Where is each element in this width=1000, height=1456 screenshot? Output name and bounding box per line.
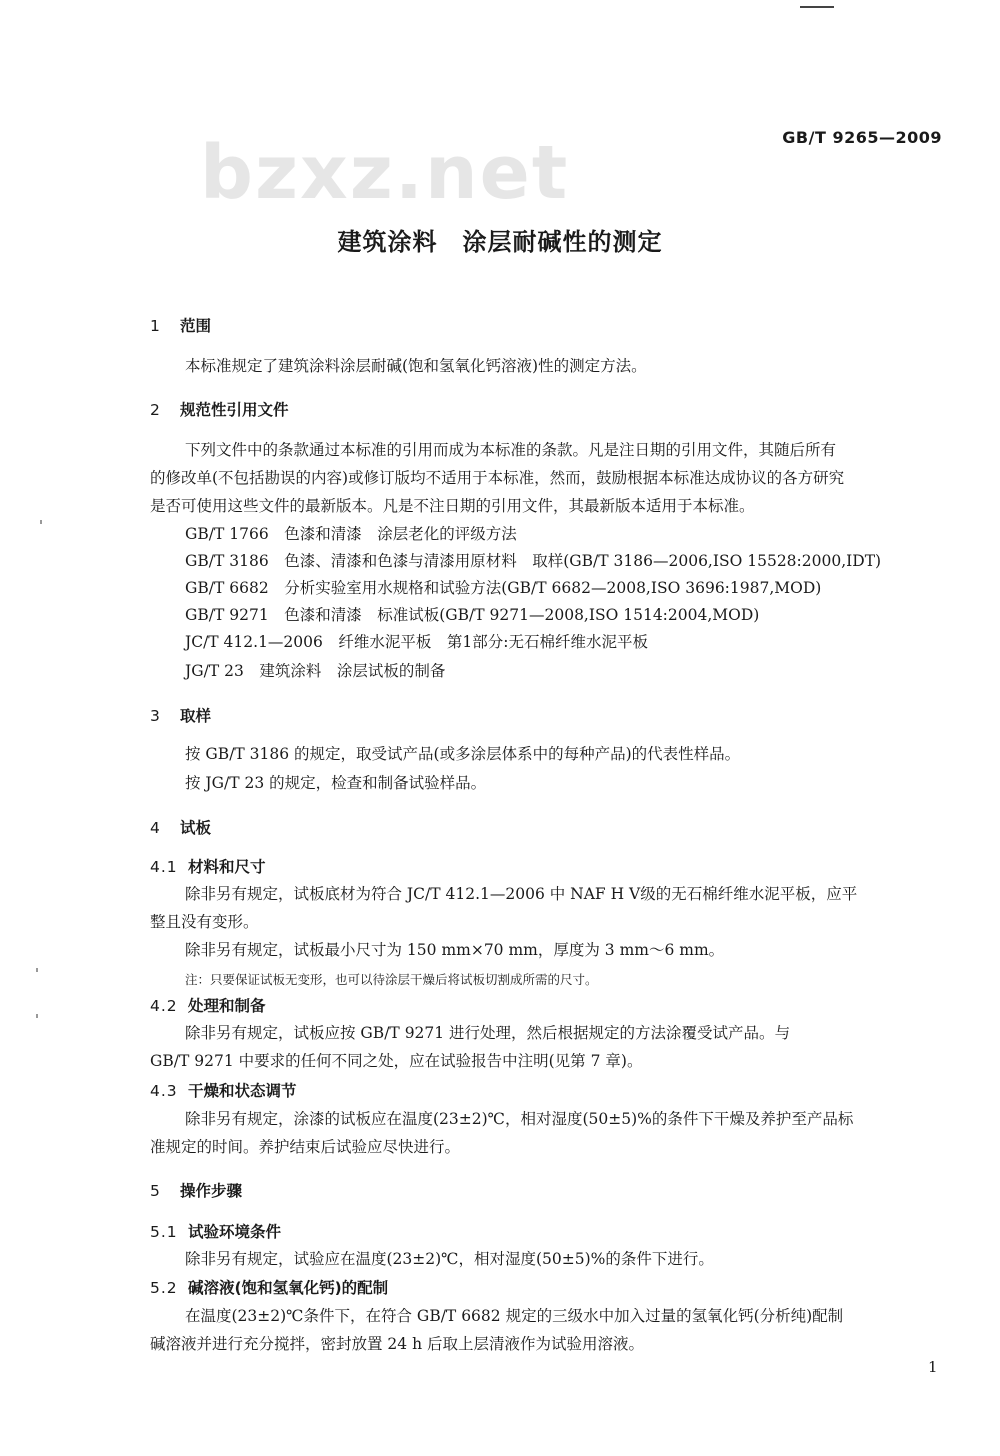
paragraph-line: 碱溶液并进行充分搅拌，密封放置 24 h 后取上层清液作为试验用溶液。: [150, 1335, 644, 1353]
subsection-title: 碱溶液(饱和氢氧化钙)的配制: [188, 1279, 389, 1297]
section-title: 操作步骤: [180, 1182, 243, 1200]
reference-title: 分析实验室用水规格和试验方法(GB/T 6682—2008,ISO 3696:1987,MOD): [284, 579, 822, 597]
paragraph-line: 在温度(23±2)℃条件下，在符合 GB/T 6682 规定的三级水中加入过量的氢氧化钙(分析纯)配制: [185, 1307, 844, 1325]
section-heading-1: [150, 316, 211, 336]
section-number: 2: [150, 401, 160, 419]
subsection-heading-5-2: [150, 1278, 388, 1298]
reference-code: GB/T 1766: [185, 525, 269, 543]
section-number: 5: [150, 1182, 160, 1200]
paragraph-line: 按 JG/T 23 的规定，检查和制备试验样品。: [185, 774, 487, 792]
paragraph-line: 除非另有规定，试板最小尺寸为 150 mm×70 mm，厚度为 3 mm～6 mm。: [185, 941, 725, 959]
reference-code: GB/T 6682: [185, 579, 269, 597]
paragraph-line: 除非另有规定，试验应在温度(23±2)℃，相对湿度(50±5)%的条件下进行。: [185, 1250, 714, 1268]
scan-speck: [36, 1014, 38, 1018]
section-heading-2: [150, 400, 289, 420]
reference-code: JG/T 23: [185, 662, 244, 680]
paragraph-line: 是否可使用这些文件的最新版本。凡是不注日期的引用文件，其最新版本适用于本标准。: [150, 497, 755, 515]
section-title: 规范性引用文件: [180, 401, 289, 419]
subsection-heading-4-1: [150, 857, 266, 877]
subsection-title: 试验环境条件: [188, 1223, 282, 1241]
section-number: 4: [150, 819, 160, 837]
standard-number: GB/T 9265—2009: [782, 128, 942, 147]
reference-title: 色漆和清漆 标准试板(GB/T 9271—2008,ISO 1514:2004,MOD): [284, 606, 760, 624]
subsection-number: 4.1: [150, 858, 178, 876]
subsection-heading-4-2: [150, 996, 266, 1016]
reference-title: 色漆和清漆 涂层老化的评级方法: [284, 525, 517, 543]
watermark: bzxz.net: [200, 130, 570, 216]
subsection-heading-4-3: [150, 1081, 297, 1101]
section-heading-4: [150, 818, 211, 838]
paragraph-line: 整且没有变形。: [150, 913, 259, 931]
paragraph-line: 下列文件中的条款通过本标准的引用而成为本标准的条款。凡是注日期的引用文件，其随后所有: [185, 441, 837, 459]
subsection-heading-5-1: [150, 1222, 281, 1242]
reference-item: [185, 551, 881, 571]
subsection-number: 4.3: [150, 1082, 178, 1100]
section-heading-3: [150, 706, 211, 726]
paragraph-line: GB/T 9271 中要求的任何不同之处，应在试验报告中注明(见第 7 章)。: [150, 1052, 643, 1070]
paragraph-line: 准规定的时间。养护结束后试验应尽快进行。: [150, 1138, 461, 1156]
reference-item: [185, 605, 759, 625]
paragraph-line: 按 GB/T 3186 的规定，取受试产品(或多涂层体系中的每种产品)的代表性样品。: [185, 745, 741, 763]
page-number: 1: [928, 1358, 938, 1376]
scan-speck: [36, 968, 38, 972]
subsection-number: 4.2: [150, 997, 178, 1015]
paragraph-line: 除非另有规定，试板应按 GB/T 9271 进行处理，然后根据规定的方法涂覆受试产品。与: [185, 1024, 791, 1042]
reference-code: GB/T 3186: [185, 552, 269, 570]
section-title: 范围: [180, 317, 212, 335]
reference-item: [185, 661, 445, 681]
note-line: 注：只要保证试板无变形，也可以待涂层干燥后将试板切割成所需的尺寸。: [185, 972, 598, 987]
section-title: 试板: [180, 819, 212, 837]
subsection-number: 5.2: [150, 1279, 178, 1297]
scan-speck: [40, 520, 42, 524]
section-number: 1: [150, 317, 160, 335]
reference-title: 色漆、清漆和色漆与清漆用原材料 取样(GB/T 3186—2006,ISO 15528:2000,IDT): [284, 552, 882, 570]
reference-code: GB/T 9271: [185, 606, 269, 624]
paragraph-line: 除非另有规定，涂漆的试板应在温度(23±2)℃，相对湿度(50±5)%的条件下干燥及养护至产品标: [185, 1110, 854, 1128]
subsection-title: 干燥和状态调节: [188, 1082, 297, 1100]
reference-item: [185, 578, 821, 598]
reference-title: 建筑涂料 涂层试板的制备: [259, 662, 446, 680]
reference-item: [185, 632, 648, 652]
paragraph-line: 除非另有规定，试板底材为符合 JC/T 412.1—2006 中 NAF H Ⅴ级的无石棉纤维水泥平板，应平: [185, 885, 858, 903]
reference-code: JC/T 412.1—2006: [185, 633, 323, 651]
subsection-title: 材料和尺寸: [188, 858, 266, 876]
reference-title: 纤维水泥平板 第1部分:无石棉纤维水泥平板: [338, 633, 648, 651]
document-title: 建筑涂料 涂层耐碱性的测定: [337, 228, 663, 256]
reference-item: [185, 524, 517, 544]
paragraph-line: 的修改单(不包括勘误的内容)或修订版均不适用于本标准，然而，鼓励根据本标准达成协议的各方研究: [150, 469, 845, 487]
section-number: 3: [150, 707, 160, 725]
section-title: 取样: [180, 707, 212, 725]
paragraph-line: 本标准规定了建筑涂料涂层耐碱(饱和氢氧化钙溶液)性的测定方法。: [185, 357, 647, 375]
subsection-number: 5.1: [150, 1223, 178, 1241]
subsection-title: 处理和制备: [188, 997, 266, 1015]
section-heading-5: [150, 1181, 242, 1201]
top-edge-mark: [800, 6, 834, 8]
